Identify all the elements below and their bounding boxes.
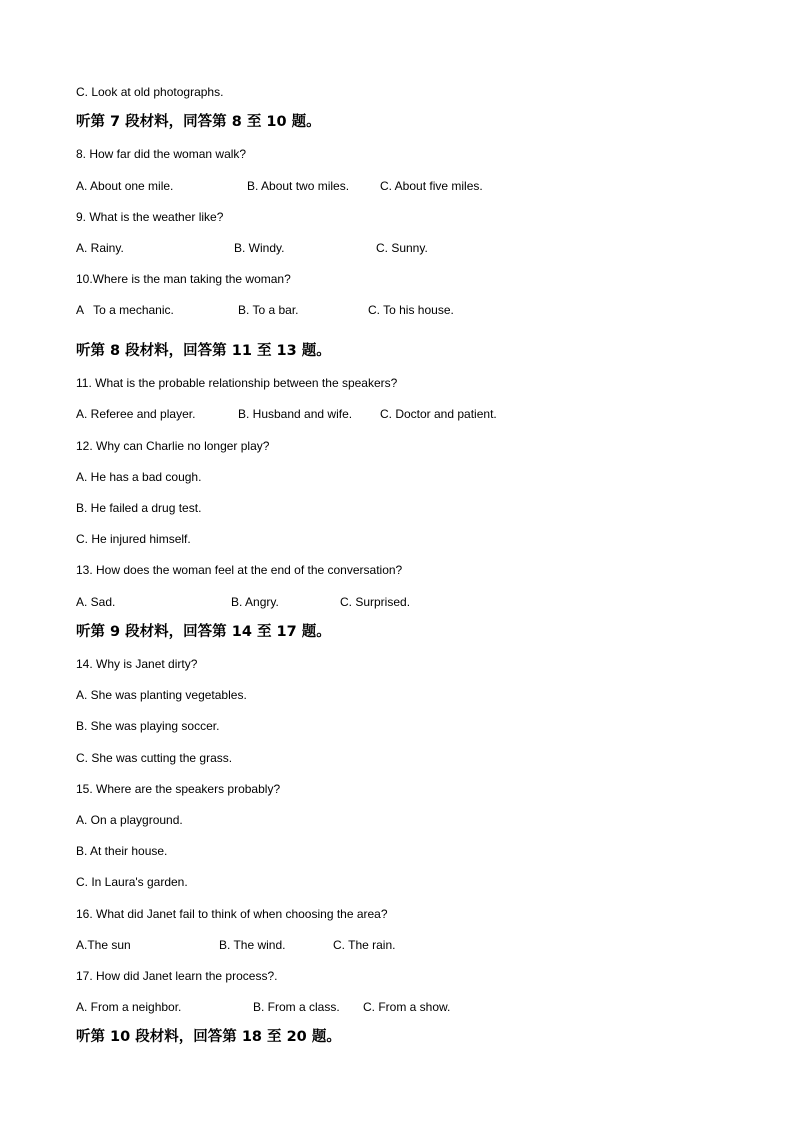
question-16: 16. What did Janet fail to think of when choosing the area? <box>76 907 388 921</box>
question-17: 17. How did Janet learn the process?. <box>76 969 278 983</box>
question-11-option-b: B. Husband and wife. <box>238 407 353 421</box>
question-12-option-c: C. He injured himself. <box>76 532 191 546</box>
option-c-photographs: C. Look at old photographs. <box>76 85 224 99</box>
question-8: 8. How far did the woman walk? <box>76 147 247 161</box>
question-8-option-a: A. About one mile. <box>76 179 174 193</box>
question-8-option-b: B. About two miles. <box>247 179 350 193</box>
question-15-option-c: C. In Laura's garden. <box>76 875 188 889</box>
question-10-option-a: A To a mechanic. <box>76 303 174 317</box>
question-13-option-c: C. Surprised. <box>340 595 411 609</box>
question-15: 15. Where are the speakers probably? <box>76 782 281 796</box>
question-13: 13. How does the woman feel at the end of the conversation? <box>76 563 403 577</box>
question-15-option-b: B. At their house. <box>76 844 168 858</box>
question-16-option-b: B. The wind. <box>219 938 286 952</box>
question-14-option-b: B. She was playing soccer. <box>76 719 220 733</box>
question-8-option-c: C. About five miles. <box>380 179 483 193</box>
section-10-heading: 听第 10 段材料，回答第 18 至 20 题。 <box>76 1029 341 1045</box>
question-9-option-a: A. Rainy. <box>76 241 124 255</box>
question-14-option-c: C. She was cutting the grass. <box>76 751 233 765</box>
question-13-option-b: B. Angry. <box>231 595 279 609</box>
section-8-heading: 听第 8 段材料，回答第 11 至 13 题。 <box>76 343 331 359</box>
question-13-option-a: A. Sad. <box>76 595 116 609</box>
question-16-option-a: A.The sun <box>76 938 131 952</box>
question-15-option-a: A. On a playground. <box>76 813 183 827</box>
section-9-heading: 听第 9 段材料，回答第 14 至 17 题。 <box>76 624 331 640</box>
question-17-option-c: C. From a show. <box>363 1000 451 1014</box>
question-12: 12. Why can Charlie no longer play? <box>76 439 270 453</box>
question-9-option-b: B. Windy. <box>234 241 285 255</box>
question-11-option-a: A. Referee and player. <box>76 407 196 421</box>
question-10-option-c: C. To his house. <box>368 303 454 317</box>
question-11-option-c: C. Doctor and patient. <box>380 407 497 421</box>
question-16-option-c: C. The rain. <box>333 938 396 952</box>
question-12-option-a: A. He has a bad cough. <box>76 470 202 484</box>
question-9-option-c: C. Sunny. <box>376 241 428 255</box>
question-9: 9. What is the weather like? <box>76 210 224 224</box>
question-17-option-b: B. From a class. <box>253 1000 340 1014</box>
question-11: 11. What is the probable relationship between the speakers? <box>76 376 398 390</box>
question-17-option-a: A. From a neighbor. <box>76 1000 182 1014</box>
question-12-option-b: B. He failed a drug test. <box>76 501 202 515</box>
question-14-option-a: A. She was planting vegetables. <box>76 688 247 702</box>
question-10-option-b: B. To a bar. <box>238 303 299 317</box>
section-7-heading: 听第 7 段材料，同答第 8 至 10 题。 <box>76 114 321 130</box>
question-14: 14. Why is Janet dirty? <box>76 657 198 671</box>
question-10: 10.Where is the man taking the woman? <box>76 272 291 286</box>
